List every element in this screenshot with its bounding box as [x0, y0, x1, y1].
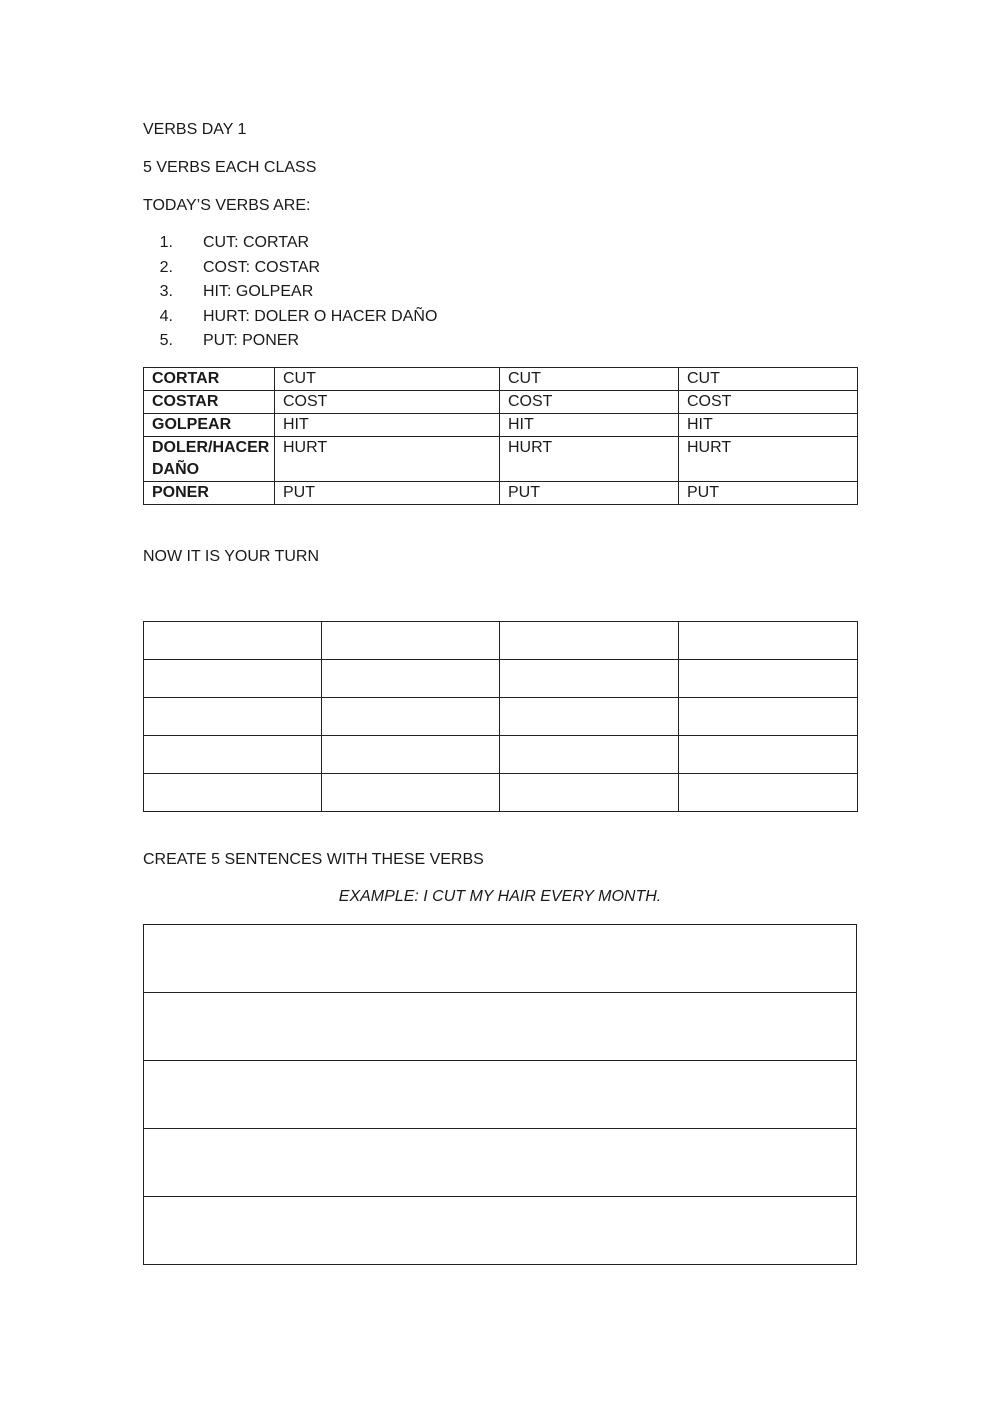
table-cell: CUT: [275, 368, 500, 391]
table-cell: COST: [500, 391, 679, 414]
table-row: [144, 437, 858, 482]
list-number: 2.: [159, 258, 173, 276]
table-row: [144, 660, 858, 698]
blank-cell[interactable]: [322, 774, 500, 812]
list-number: 3.: [159, 283, 173, 300]
sentence-blank[interactable]: [144, 1061, 857, 1129]
verb-text: PUT: PONER: [203, 332, 300, 349]
spanish-verb-cell: GOLPEAR: [144, 414, 275, 437]
table-row: [144, 482, 858, 505]
blank-cell[interactable]: [679, 698, 858, 736]
table-row: [144, 925, 857, 993]
table-cell: HIT: [275, 414, 500, 437]
verb-list: [143, 233, 437, 356]
table-row: [144, 736, 858, 774]
blank-cell[interactable]: [679, 774, 858, 812]
sentences-heading: CREATE 5 SENTENCES WITH THESE VERBS: [143, 851, 484, 868]
table-cell: COST: [679, 391, 858, 414]
spanish-verb-cell: CORTAR: [144, 368, 275, 391]
blank-cell[interactable]: [322, 736, 500, 774]
table-row: [144, 993, 857, 1061]
blank-cell[interactable]: [322, 660, 500, 698]
table-cell: CUT: [679, 368, 858, 391]
worksheet-page: [143, 0, 857, 1413]
spanish-verb-cell: COSTAR: [144, 391, 275, 414]
blank-cell[interactable]: [500, 736, 679, 774]
spanish-verb-cell: PONER: [144, 482, 275, 505]
blank-cell[interactable]: [500, 660, 679, 698]
table-cell: PUT: [679, 482, 858, 505]
table-cell: PUT: [500, 482, 679, 505]
list-item: [143, 282, 437, 307]
table-row: [144, 698, 858, 736]
table-row: [144, 1061, 857, 1129]
table-row: [144, 622, 858, 660]
table-row: [144, 774, 858, 812]
spanish-verb-cell: DOLER/HACER DAÑO: [144, 437, 275, 482]
blank-cell[interactable]: [144, 622, 322, 660]
verb-text: COST: COSTAR: [203, 258, 321, 276]
verb-text: HURT: DOLER O HACER DAÑO: [203, 307, 438, 325]
table-cell: HURT: [500, 437, 679, 482]
blank-cell[interactable]: [144, 698, 322, 736]
sentence-blank[interactable]: [144, 925, 857, 993]
table-row: [144, 1197, 857, 1265]
table-cell: CUT: [500, 368, 679, 391]
sentence-blank[interactable]: [144, 1129, 857, 1197]
list-number: 4.: [159, 307, 173, 325]
blank-cell[interactable]: [500, 774, 679, 812]
verb-text: HIT: GOLPEAR: [203, 283, 314, 300]
list-item: [143, 258, 437, 283]
sentence-blank[interactable]: [144, 1197, 857, 1265]
list-number: 5.: [159, 332, 173, 349]
practice-table: [143, 621, 858, 812]
blank-cell[interactable]: [500, 622, 679, 660]
verb-text: CUT: CORTAR: [203, 234, 310, 251]
sentences-table: [143, 924, 857, 1265]
table-cell: HURT: [679, 437, 858, 482]
table-row: [144, 391, 858, 414]
table-cell: HURT: [275, 437, 500, 482]
verbs-intro: TODAY’S VERBS ARE:: [143, 197, 311, 214]
list-item: [143, 307, 437, 332]
list-item: [143, 233, 437, 258]
worksheet-title: VERBS DAY 1: [143, 121, 247, 138]
conjugation-table: [143, 367, 858, 505]
table-row: [144, 368, 858, 391]
blank-cell[interactable]: [679, 736, 858, 774]
worksheet-subtitle: 5 VERBS EACH CLASS: [143, 159, 317, 176]
blank-cell[interactable]: [679, 622, 858, 660]
blank-cell[interactable]: [144, 774, 322, 812]
blank-cell[interactable]: [144, 660, 322, 698]
blank-cell[interactable]: [322, 622, 500, 660]
table-row: [144, 1129, 857, 1197]
list-number: 1.: [159, 234, 173, 251]
table-row: [144, 414, 858, 437]
blank-cell[interactable]: [679, 660, 858, 698]
blank-cell[interactable]: [500, 698, 679, 736]
sentence-blank[interactable]: [144, 993, 857, 1061]
blank-cell[interactable]: [144, 736, 322, 774]
list-item: [143, 331, 437, 356]
table-cell: COST: [275, 391, 500, 414]
example-sentence: EXAMPLE: I CUT MY HAIR EVERY MONTH.: [338, 888, 662, 905]
table-cell: HIT: [679, 414, 858, 437]
table-cell: HIT: [500, 414, 679, 437]
your-turn-heading: NOW IT IS YOUR TURN: [143, 548, 320, 565]
blank-cell[interactable]: [322, 698, 500, 736]
table-cell: PUT: [275, 482, 500, 505]
